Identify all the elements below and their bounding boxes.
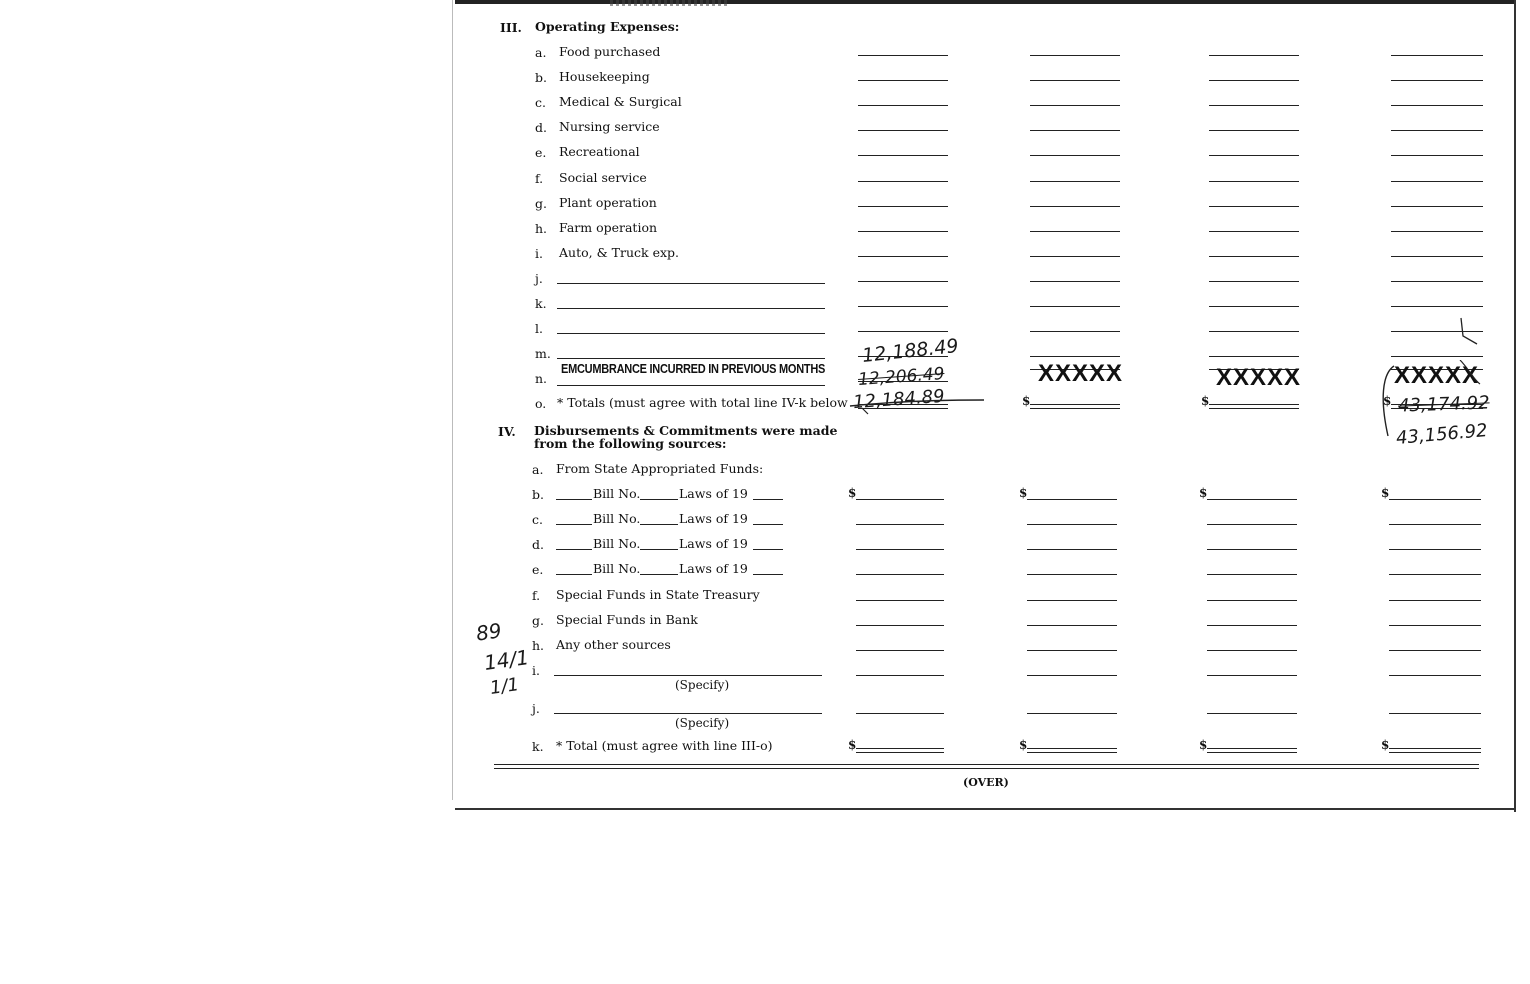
amount-field-col3[interactable] xyxy=(1209,404,1299,409)
amount-field-col4[interactable] xyxy=(1389,574,1481,575)
row-label: Social service xyxy=(559,169,647,185)
row-letter: g. xyxy=(535,195,547,211)
dollar-sign: $ xyxy=(1199,486,1208,500)
row-letter: d. xyxy=(535,120,547,136)
hand-n-col1: 12,188.49 xyxy=(861,335,960,367)
amount-field-col3[interactable] xyxy=(1209,256,1299,257)
amount-field-col2[interactable] xyxy=(1030,356,1120,357)
row-label: Food purchased xyxy=(559,44,661,59)
dollar-sign: $ xyxy=(1381,738,1390,752)
bottom-double-rule xyxy=(494,764,1479,769)
amount-field-col3[interactable] xyxy=(1207,524,1297,525)
amount-field-col2[interactable] xyxy=(1030,231,1120,232)
right-page-edge xyxy=(1514,0,1516,812)
amount-field-col1[interactable] xyxy=(858,281,948,282)
laws-label: Laws of 19 xyxy=(679,486,748,501)
amount-field-col4[interactable] xyxy=(1389,549,1481,550)
amount-field-col4[interactable] xyxy=(1391,155,1483,156)
hand-o-col4-correction: 43,156.92 xyxy=(1395,420,1489,449)
amount-field-col4[interactable] xyxy=(1391,256,1483,257)
specify-label: (Specify) xyxy=(675,716,730,730)
amount-field-col3[interactable] xyxy=(1207,499,1297,500)
dollar-sign: $ xyxy=(1381,486,1390,500)
amount-field-col3[interactable] xyxy=(1209,55,1299,56)
amount-field-col3[interactable] xyxy=(1209,206,1299,207)
amount-field-col4[interactable] xyxy=(1389,713,1481,714)
cut-off-text-residue xyxy=(610,0,730,6)
amount-field-col3[interactable] xyxy=(1207,675,1297,676)
amount-field-col3[interactable] xyxy=(1209,130,1299,131)
amount-field-col2[interactable] xyxy=(1030,130,1120,131)
xxxxx-col4: XXXXX xyxy=(1394,362,1480,389)
margin-note-1: 89 xyxy=(474,618,503,646)
section-4-title-2: from the following sources: xyxy=(534,436,727,451)
amount-field-col1[interactable] xyxy=(856,713,944,714)
bill-number-field[interactable] xyxy=(556,574,592,575)
year-field[interactable] xyxy=(753,549,783,550)
amount-field-col1[interactable] xyxy=(858,231,948,232)
margin-note-3: 1/1 xyxy=(488,674,521,699)
amount-field-col2[interactable] xyxy=(1027,625,1117,626)
dollar-sign: $ xyxy=(848,486,857,500)
amount-field-col3[interactable] xyxy=(1209,105,1299,106)
amount-field-col3[interactable] xyxy=(1207,713,1297,714)
laws-label: Laws of 19 xyxy=(679,511,748,526)
bill-id-field[interactable] xyxy=(640,549,678,550)
amount-field-col1[interactable] xyxy=(856,625,944,626)
row-label: Special Funds in State Treasury xyxy=(556,587,760,602)
amount-field-col1[interactable] xyxy=(858,155,948,156)
amount-field-col4[interactable] xyxy=(1389,675,1481,676)
encumbrance-stamp: EMCUMBRANCE INCURRED IN PREVIOUS MONTHS xyxy=(561,362,826,376)
row-letter: l. xyxy=(535,321,543,337)
amount-field-col1[interactable] xyxy=(858,80,948,81)
amount-field-col2[interactable] xyxy=(1030,256,1120,257)
row-letter: k. xyxy=(532,739,544,754)
amount-field-col4[interactable] xyxy=(1391,306,1483,307)
amount-field-col2[interactable] xyxy=(1027,650,1117,651)
row-label: Medical & Surgical xyxy=(559,94,682,110)
amount-field-col2[interactable] xyxy=(1030,404,1120,409)
specify-line[interactable] xyxy=(554,675,822,676)
amount-field-col4[interactable] xyxy=(1391,80,1483,81)
section-4-title-1: Disbursements & Commitments were made xyxy=(534,423,838,438)
margin-note-2: 14/1 xyxy=(482,644,531,676)
amount-field-col4[interactable] xyxy=(1389,625,1481,626)
amount-field-col2[interactable] xyxy=(1027,549,1117,550)
row-label: * Totals (must agree with total line IV-k below xyxy=(557,395,848,411)
bottom-border xyxy=(455,808,1515,810)
amount-field-col4[interactable] xyxy=(1391,206,1483,207)
row-letter: a. xyxy=(535,45,547,60)
amount-field-col1[interactable] xyxy=(858,306,948,307)
amount-field-col3[interactable] xyxy=(1209,155,1299,156)
row-label: Nursing service xyxy=(559,119,660,135)
row-letter: f. xyxy=(532,588,541,603)
amount-field-col3[interactable] xyxy=(1207,650,1297,651)
amount-field-col2[interactable] xyxy=(1030,55,1120,56)
amount-field-col1[interactable] xyxy=(858,130,948,131)
bill-number-field[interactable] xyxy=(556,524,592,525)
row-label: Auto, & Truck exp. xyxy=(559,244,680,260)
row-letter: j. xyxy=(535,270,543,286)
write-in-line[interactable] xyxy=(557,333,825,334)
amount-field-col3[interactable] xyxy=(1207,549,1297,550)
row-letter: j. xyxy=(532,701,540,716)
amount-field-col2[interactable] xyxy=(1027,524,1117,525)
amount-field-col2[interactable] xyxy=(1027,675,1117,676)
amount-field-col2[interactable] xyxy=(1027,600,1117,601)
row-letter: m. xyxy=(535,346,551,362)
bill-no-label: Bill No. xyxy=(593,486,641,501)
bill-number-field[interactable] xyxy=(556,499,592,500)
bill-id-field[interactable] xyxy=(640,524,678,525)
amount-field-col1[interactable] xyxy=(858,331,948,332)
row-label: Any other sources xyxy=(556,637,671,652)
amount-field-col4[interactable] xyxy=(1391,181,1483,182)
amount-field-col4[interactable] xyxy=(1391,231,1483,232)
dollar-sign: $ xyxy=(1022,394,1031,409)
amount-field-col1[interactable] xyxy=(858,206,948,207)
amount-field-col3[interactable] xyxy=(1209,80,1299,81)
amount-field-col1[interactable] xyxy=(856,650,944,651)
write-in-line[interactable] xyxy=(557,358,825,359)
amount-field-col2[interactable] xyxy=(1027,499,1117,500)
amount-field-col1[interactable] xyxy=(858,105,948,106)
section-3-number: III. xyxy=(500,20,522,35)
row-letter: e. xyxy=(532,562,544,577)
hand-underline-col1 xyxy=(848,396,988,416)
amount-field-col1[interactable] xyxy=(856,675,944,676)
bill-no-label: Bill No. xyxy=(593,536,641,551)
row-label: Housekeeping xyxy=(559,69,650,85)
amount-field-col3[interactable] xyxy=(1207,748,1297,753)
row-letter: o. xyxy=(535,396,547,412)
amount-field-col3[interactable] xyxy=(1209,181,1299,182)
amount-field-col2[interactable] xyxy=(1030,331,1120,332)
row-letter: n. xyxy=(535,371,548,387)
amount-field-col2[interactable] xyxy=(1030,105,1120,106)
dollar-sign: $ xyxy=(1019,738,1028,752)
row-label: Farm operation xyxy=(559,219,658,235)
dollar-sign: $ xyxy=(848,738,857,752)
write-in-line[interactable] xyxy=(557,283,825,284)
amount-field-col3[interactable] xyxy=(1209,356,1299,357)
row-label: * Total (must agree with line III-o) xyxy=(556,738,773,753)
amount-field-col4[interactable] xyxy=(1391,55,1483,56)
amount-field-col3[interactable] xyxy=(1207,625,1297,626)
row-letter: g. xyxy=(532,613,544,628)
year-field[interactable] xyxy=(753,524,783,525)
amount-field-col3[interactable] xyxy=(1207,574,1297,575)
row-letter: h. xyxy=(532,638,545,653)
amount-field-col1[interactable] xyxy=(858,55,948,56)
specify-line[interactable] xyxy=(554,713,822,714)
amount-field-col4[interactable] xyxy=(1391,281,1483,282)
bill-no-label: Bill No. xyxy=(593,511,641,526)
amount-field-col1[interactable] xyxy=(856,499,944,500)
dollar-sign: $ xyxy=(1383,394,1392,409)
amount-field-col4[interactable] xyxy=(1389,600,1481,601)
amount-field-col2[interactable] xyxy=(1030,206,1120,207)
amount-field-col3[interactable] xyxy=(1209,231,1299,232)
row-label: Plant operation xyxy=(559,194,657,210)
row-letter: b. xyxy=(532,487,544,502)
amount-field-col3[interactable] xyxy=(1209,281,1299,282)
amount-field-col1[interactable] xyxy=(856,600,944,601)
amount-field-col4[interactable] xyxy=(1389,524,1481,525)
section-4-number: IV. xyxy=(498,424,516,439)
amount-field-col4[interactable] xyxy=(1391,130,1483,131)
bill-number-field[interactable] xyxy=(556,549,592,550)
amount-field-col2[interactable] xyxy=(1030,80,1120,81)
xxxxx-col2: XXXXX xyxy=(1038,360,1124,387)
amount-field-col3[interactable] xyxy=(1209,331,1299,332)
amount-field-col4[interactable] xyxy=(1389,748,1481,753)
amount-field-col4[interactable] xyxy=(1391,356,1483,357)
row-letter: c. xyxy=(535,95,546,111)
amount-field-col2[interactable] xyxy=(1030,306,1120,307)
amount-field-col3[interactable] xyxy=(1209,306,1299,307)
laws-label: Laws of 19 xyxy=(679,561,748,576)
hand-o-col4: 43,174.92 xyxy=(1397,392,1490,417)
specify-label: (Specify) xyxy=(675,678,730,692)
hand-o-col1: 12,184.89 xyxy=(852,385,946,414)
row-letter: b. xyxy=(535,70,547,86)
year-field[interactable] xyxy=(753,499,783,500)
amount-field-col3[interactable] xyxy=(1207,600,1297,601)
section-3-title: Operating Expenses: xyxy=(535,19,680,34)
amount-field-col2[interactable] xyxy=(1027,574,1117,575)
over-footer: (OVER) xyxy=(963,776,1009,789)
row-letter: c. xyxy=(532,512,543,527)
amount-field-col1[interactable] xyxy=(856,748,944,753)
row-label: From State Appropriated Funds: xyxy=(556,461,764,476)
hand-n-col1-struck: 12,206.49 xyxy=(857,364,946,390)
amount-field-col2[interactable] xyxy=(1027,713,1117,714)
amount-field-col2[interactable] xyxy=(1030,155,1120,156)
row-letter: e. xyxy=(535,145,547,161)
checkmark-col4 xyxy=(1455,316,1485,346)
dollar-sign: $ xyxy=(1199,738,1208,752)
row-letter: i. xyxy=(532,663,540,678)
row-letter: a. xyxy=(532,462,544,477)
amount-field-col1[interactable] xyxy=(858,181,948,182)
laws-label: Laws of 19 xyxy=(679,536,748,551)
bill-id-field[interactable] xyxy=(640,499,678,500)
dollar-sign: $ xyxy=(1019,486,1028,500)
amount-field-col1[interactable] xyxy=(856,549,944,550)
year-field[interactable] xyxy=(753,574,783,575)
row-letter: d. xyxy=(532,537,544,552)
amount-field-col4[interactable] xyxy=(1389,650,1481,651)
row-n-underline xyxy=(557,385,825,386)
row-label: Special Funds in Bank xyxy=(556,612,698,627)
amount-field-col4[interactable] xyxy=(1391,105,1483,106)
write-in-line[interactable] xyxy=(557,308,825,309)
amount-field-col1[interactable] xyxy=(858,256,948,257)
amount-field-col2[interactable] xyxy=(1030,281,1120,282)
row-letter: i. xyxy=(535,245,543,261)
amount-field-col2[interactable] xyxy=(1027,748,1117,753)
row-letter: k. xyxy=(535,296,547,311)
xxxxx-col3: XXXXX xyxy=(1216,364,1302,391)
amount-field-col1[interactable] xyxy=(856,524,944,525)
row-letter: f. xyxy=(535,170,544,186)
dollar-sign: $ xyxy=(1201,394,1210,409)
amount-field-col2[interactable] xyxy=(1030,181,1120,182)
row-letter: h. xyxy=(535,220,548,236)
amount-field-col1[interactable] xyxy=(856,574,944,575)
row-label: Recreational xyxy=(559,144,640,160)
bill-id-field[interactable] xyxy=(640,574,678,575)
amount-field-col4[interactable] xyxy=(1389,499,1481,500)
bill-no-label: Bill No. xyxy=(593,561,641,576)
left-page-edge xyxy=(452,0,453,800)
